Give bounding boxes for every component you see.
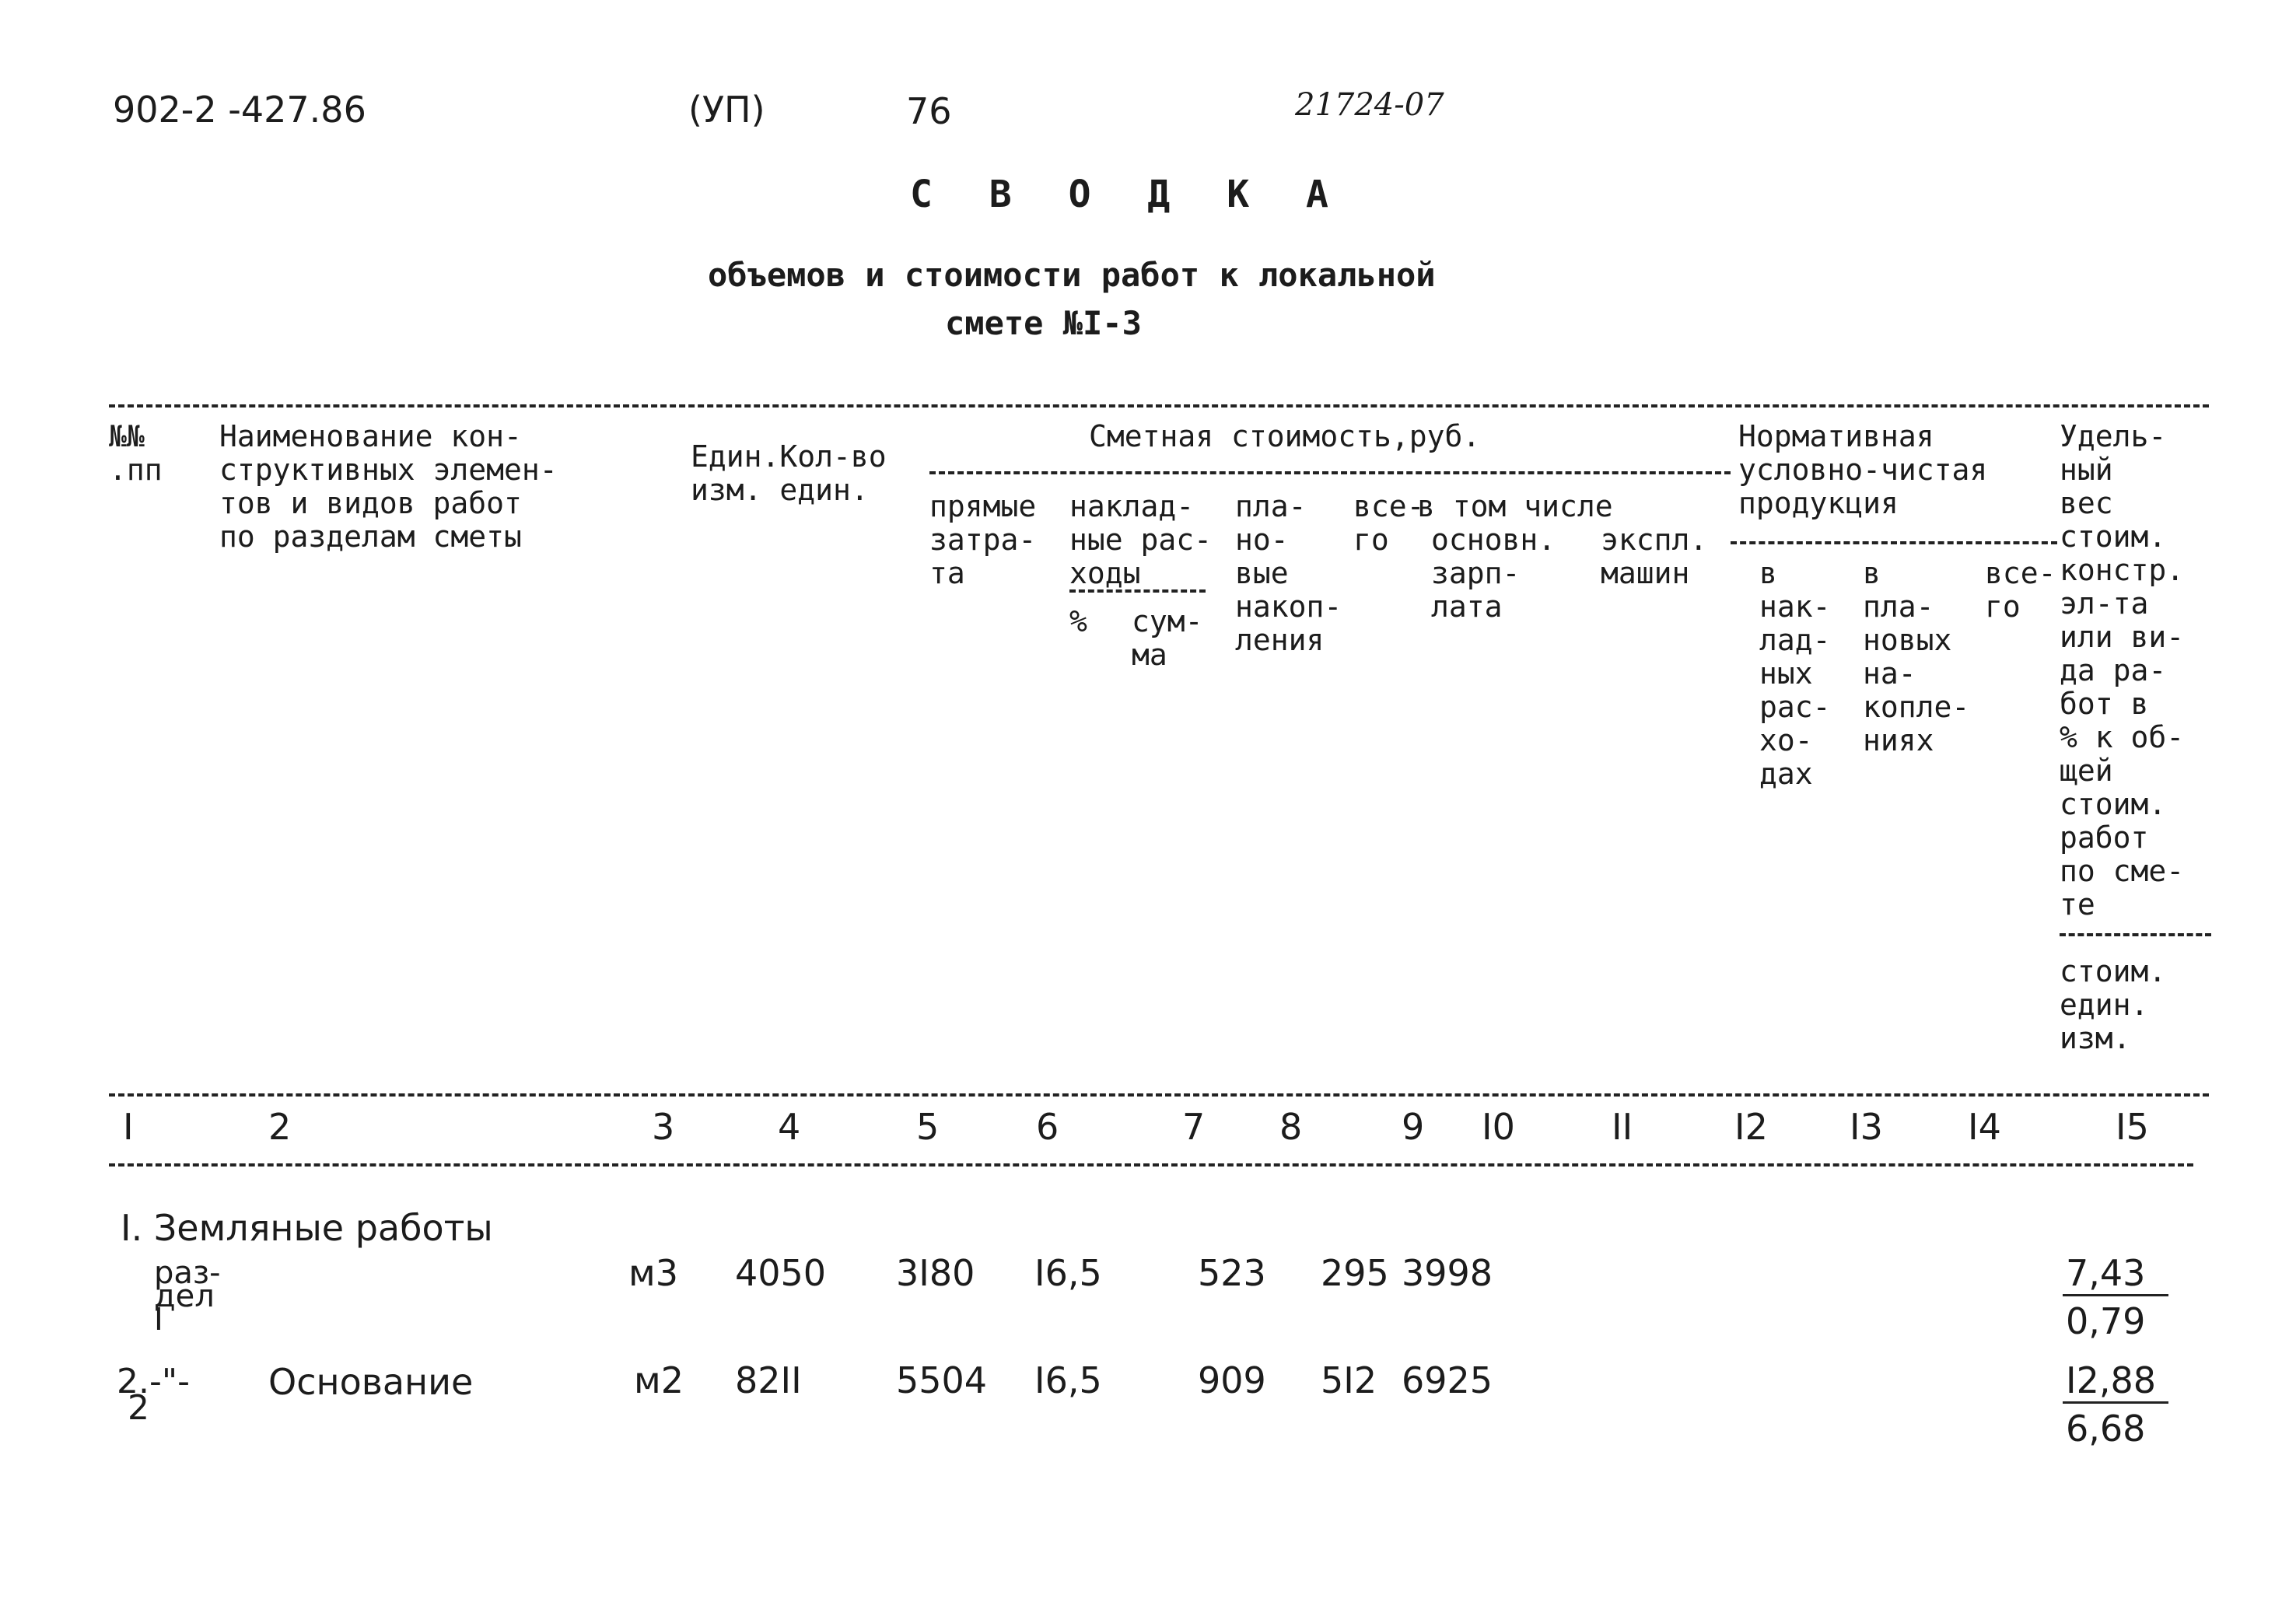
- inventory-number: 21724-07: [1295, 87, 1444, 123]
- row-direct-cost: 5504: [896, 1359, 988, 1401]
- row-overhead-percent: I6,5: [1034, 1359, 1102, 1401]
- header-number: №№ .пп: [109, 419, 163, 487]
- fraction-rule: [2063, 1401, 2168, 1404]
- section-title: I. Земляные работы: [121, 1207, 493, 1249]
- row-specific-weight: 7,43: [2066, 1252, 2146, 1294]
- column-number: 3: [652, 1106, 675, 1148]
- row-number: раз- дел I: [154, 1255, 221, 1338]
- row-total: 6925: [1402, 1359, 1493, 1401]
- column-number: 9: [1402, 1106, 1425, 1148]
- row-total: 3998: [1402, 1252, 1493, 1294]
- row-specific-unit-cost: 6,68: [2066, 1408, 2146, 1450]
- header-overhead-rule: [1069, 589, 1206, 593]
- column-numbers-top-rule: [109, 1093, 2209, 1097]
- header-unit-qty: Един.Кол-во изм. един.: [691, 439, 887, 507]
- row-quantity: 4050: [735, 1252, 827, 1294]
- document-subtitle-line1: объемов и стоимости работ к локальной: [708, 256, 1436, 294]
- column-number: 5: [916, 1106, 940, 1148]
- column-number: I3: [1850, 1106, 1883, 1148]
- row-overhead-sum: 523: [1198, 1252, 1266, 1294]
- header-wage: основн. зарп- лата: [1431, 523, 1556, 624]
- row-unit: м3: [628, 1252, 678, 1294]
- row-quantity: 82II: [735, 1359, 802, 1401]
- document-code: 902-2 -427.86: [113, 89, 366, 131]
- column-number: 6: [1036, 1106, 1059, 1148]
- header-overhead-percent: %: [1069, 604, 1087, 638]
- row-overhead-percent: I6,5: [1034, 1252, 1102, 1294]
- header-specific-rule: [2060, 933, 2211, 936]
- header-including: в том числе: [1417, 489, 1613, 523]
- column-number: I4: [1968, 1106, 2001, 1148]
- column-number: I: [123, 1106, 134, 1148]
- header-cost-group: Сметная стоимость,руб.: [1089, 419, 1481, 453]
- header-name: Наименование кон- структивных элемен- тов и видов работ по разделам сметы: [219, 419, 558, 554]
- row-planned-savings: 5I2: [1321, 1359, 1377, 1401]
- row-overhead-sum: 909: [1198, 1359, 1266, 1401]
- header-norm-overhead: в нак- лад- ных рас- хо- дах: [1759, 556, 1831, 791]
- header-overhead: наклад- ные рас- ходы: [1069, 489, 1213, 590]
- header-machines: экспл. машин: [1601, 523, 1708, 590]
- header-direct: прямые затра- та: [929, 489, 1037, 590]
- document-title: С В О Д К А: [910, 173, 1346, 216]
- document-subtitle-line2: смете №I-3: [945, 304, 1142, 342]
- column-number: I5: [2116, 1106, 2149, 1148]
- page-number: 76: [906, 90, 952, 132]
- row-number: 2.-"- 2: [117, 1362, 190, 1428]
- column-number: I2: [1734, 1106, 1768, 1148]
- header-planned: пла- но- вые накоп- ления: [1235, 489, 1342, 657]
- row-unit: м2: [634, 1359, 684, 1401]
- header-norm-planned: в пла- новых на- копле- ниях: [1863, 556, 1970, 757]
- fraction-rule: [2063, 1294, 2168, 1296]
- column-number: 4: [778, 1106, 801, 1148]
- row-direct-cost: 3I80: [896, 1252, 975, 1294]
- row-planned-savings: 295: [1321, 1252, 1389, 1294]
- column-number: II: [1612, 1106, 1633, 1148]
- column-number: 8: [1279, 1106, 1303, 1148]
- header-norm-rule: [1731, 541, 2057, 544]
- row-name: Основание: [268, 1361, 474, 1403]
- document-mark: (УП): [688, 89, 765, 131]
- table-top-rule: [109, 404, 2209, 407]
- column-number: 2: [268, 1106, 292, 1148]
- row-specific-weight: I2,88: [2066, 1359, 2156, 1401]
- column-number: I0: [1482, 1106, 1515, 1148]
- row-specific-unit-cost: 0,79: [2066, 1300, 2146, 1342]
- header-overhead-sum: сум- ма: [1132, 604, 1203, 672]
- header-specific-weight: Удель- ный вес стоим. констр. эл-та или ви- да ра- бот в % к об- щей стоим. работ по сме- те: [2060, 419, 2185, 922]
- header-norm-total: все- го: [1985, 556, 2056, 624]
- header-total: все- го: [1353, 489, 1425, 557]
- header-specific-unit: стоим. един. изм.: [2060, 954, 2167, 1055]
- header-cost-rule: [929, 471, 1731, 474]
- column-number: 7: [1182, 1106, 1206, 1148]
- column-numbers-bottom-rule: [109, 1163, 2193, 1167]
- header-norm-group: Нормативная условно-чистая продукция: [1738, 419, 1988, 520]
